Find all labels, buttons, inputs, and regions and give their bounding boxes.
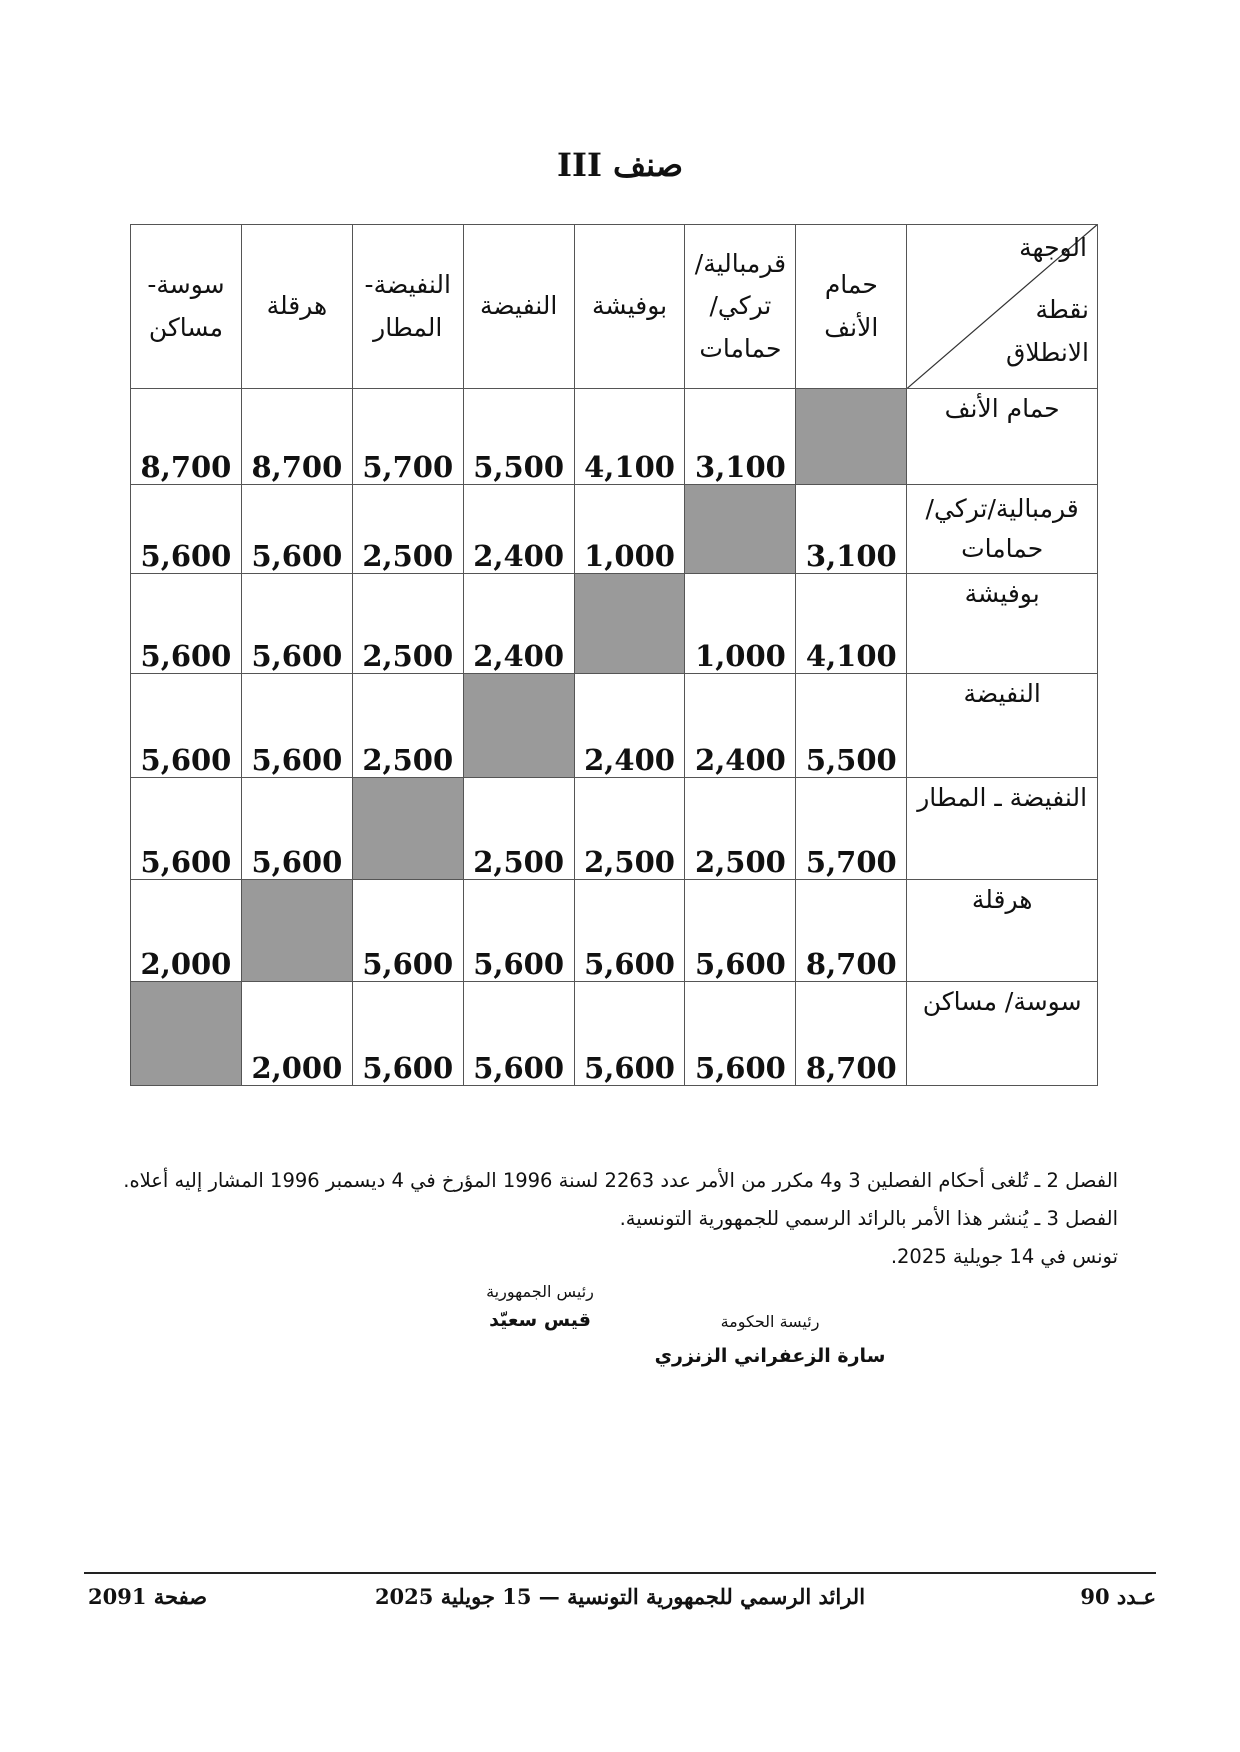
fare-cell: 8,700	[796, 879, 907, 981]
fare-cell: 2,500	[352, 573, 463, 673]
table-row	[131, 879, 1098, 981]
president-name: قيس سعيّد	[489, 1309, 591, 1331]
journal-title: الرائد الرسمي للجمهورية التونسية — 15 جويلية 2025	[374, 1584, 866, 1609]
fare-cell: 2,500	[352, 485, 463, 573]
president-signature	[420, 1282, 660, 1331]
fare-cell-empty	[796, 389, 907, 485]
fare-cell: 5,600	[241, 777, 352, 879]
fare-cell: 5,600	[241, 673, 352, 777]
col-header-grombalia-turki-hammamet: قرمبالية/ تركي/ حمامات	[685, 225, 796, 389]
fare-cell-empty	[352, 777, 463, 879]
fare-cell: 5,600	[352, 981, 463, 1085]
fare-cell: 2,500	[574, 777, 685, 879]
fare-cell: 5,600	[131, 777, 242, 879]
table-row	[131, 777, 1098, 879]
fare-cell: 1,000	[574, 485, 685, 573]
col-header-enfidha: النفيضة	[463, 225, 574, 389]
row-header-grombalia-turki-hammamet: قرمبالية/تركي/ حمامات	[907, 485, 1098, 573]
article-3: الفصل 3 ـ يُنشر هذا الأمر بالرائد الرسمي للجمهورية التونسية.	[619, 1207, 1118, 1230]
fare-cell: 5,600	[131, 573, 242, 673]
fare-cell: 8,700	[796, 981, 907, 1085]
fare-cell: 2,400	[463, 485, 574, 573]
fare-cell: 8,700	[131, 389, 242, 485]
row-header-hergla: هرقلة	[907, 879, 1098, 981]
fare-cell: 5,600	[352, 879, 463, 981]
pm-name: سارة الزعفراني الزنزري	[654, 1345, 886, 1367]
table-row	[131, 573, 1098, 673]
header-row	[131, 225, 1098, 389]
fare-cell: 8,700	[241, 389, 352, 485]
fare-cell: 2,500	[463, 777, 574, 879]
fare-cell: 5,500	[796, 673, 907, 777]
fare-cell: 5,600	[463, 879, 574, 981]
fare-cell: 5,600	[131, 673, 242, 777]
row-header-enfidha: النفيضة	[907, 673, 1098, 777]
fare-cell: 5,600	[241, 485, 352, 573]
president-role: رئيس الجمهورية	[486, 1282, 594, 1301]
corner-origin-label: نقطة الانطلاق	[1006, 295, 1089, 367]
fare-cell: 5,700	[352, 389, 463, 485]
fare-cell-empty	[463, 673, 574, 777]
col-header-bouficha: بوفيشة	[574, 225, 685, 389]
fare-cell: 2,000	[131, 879, 242, 981]
table-row	[131, 389, 1098, 485]
place-date: تونس في 14 جويلية 2025.	[890, 1245, 1118, 1268]
row-header-bouficha: بوفيشة	[907, 573, 1098, 673]
col-header-enfidha-airport: النفيضة- المطار	[352, 225, 463, 389]
col-header-sousse-msaken: سوسة- مساكن	[131, 225, 242, 389]
fare-cell: 5,600	[685, 981, 796, 1085]
fare-cell: 1,000	[685, 573, 796, 673]
fare-cell: 5,600	[574, 981, 685, 1085]
fare-cell-empty	[131, 981, 242, 1085]
fare-cell: 2,500	[352, 673, 463, 777]
issue-number: عـدد 90	[1080, 1584, 1156, 1609]
table-row	[131, 673, 1098, 777]
row-header-sousse-msaken: سوسة/ مساكن	[907, 981, 1098, 1085]
page-number: صفحة 2091	[88, 1584, 208, 1609]
fare-cell: 5,600	[241, 573, 352, 673]
corner-header-cell	[907, 225, 1098, 389]
fare-cell: 5,600	[685, 879, 796, 981]
fare-cell: 5,600	[574, 879, 685, 981]
pm-signature	[640, 1312, 900, 1367]
corner-destination-label: الوجهة	[1019, 233, 1087, 262]
fare-cell: 3,100	[796, 485, 907, 573]
fare-cell: 2,400	[685, 673, 796, 777]
fare-cell: 5,500	[463, 389, 574, 485]
table-row	[131, 485, 1098, 573]
fare-cell: 2,400	[574, 673, 685, 777]
fare-cell: 3,100	[685, 389, 796, 485]
table-row	[131, 981, 1098, 1085]
article-2: الفصل 2 ـ تُلغى أحكام الفصلين 3 و4 مكرر من الأمر عدد 2263 لسنة 1996 المؤرخ في 4 ديسمبر 1996 المشار إليه أعلاه.	[123, 1169, 1118, 1192]
row-header-hammam-lif: حمام الأنف	[907, 389, 1098, 485]
fare-cell: 2,500	[685, 777, 796, 879]
footer-divider	[84, 1572, 1156, 1574]
fare-cell: 2,400	[463, 573, 574, 673]
fare-cell: 2,000	[241, 981, 352, 1085]
page-title: صنف III	[557, 146, 683, 184]
fare-table	[130, 224, 1098, 1086]
fare-cell: 5,600	[463, 981, 574, 1085]
col-header-hergla: هرقلة	[241, 225, 352, 389]
pm-role: رئيسة الحكومة	[720, 1312, 820, 1331]
fare-cell: 5,700	[796, 777, 907, 879]
decree-body	[118, 1162, 1118, 1276]
row-header-enfidha-airport: النفيضة ـ المطار	[907, 777, 1098, 879]
fare-cell: 4,100	[796, 573, 907, 673]
fare-cell: 5,600	[131, 485, 242, 573]
fare-cell-empty	[574, 573, 685, 673]
col-header-hammam-lif: حمام الأنف	[796, 225, 907, 389]
fare-cell-empty	[241, 879, 352, 981]
fare-cell-empty	[685, 485, 796, 573]
fare-cell: 4,100	[574, 389, 685, 485]
